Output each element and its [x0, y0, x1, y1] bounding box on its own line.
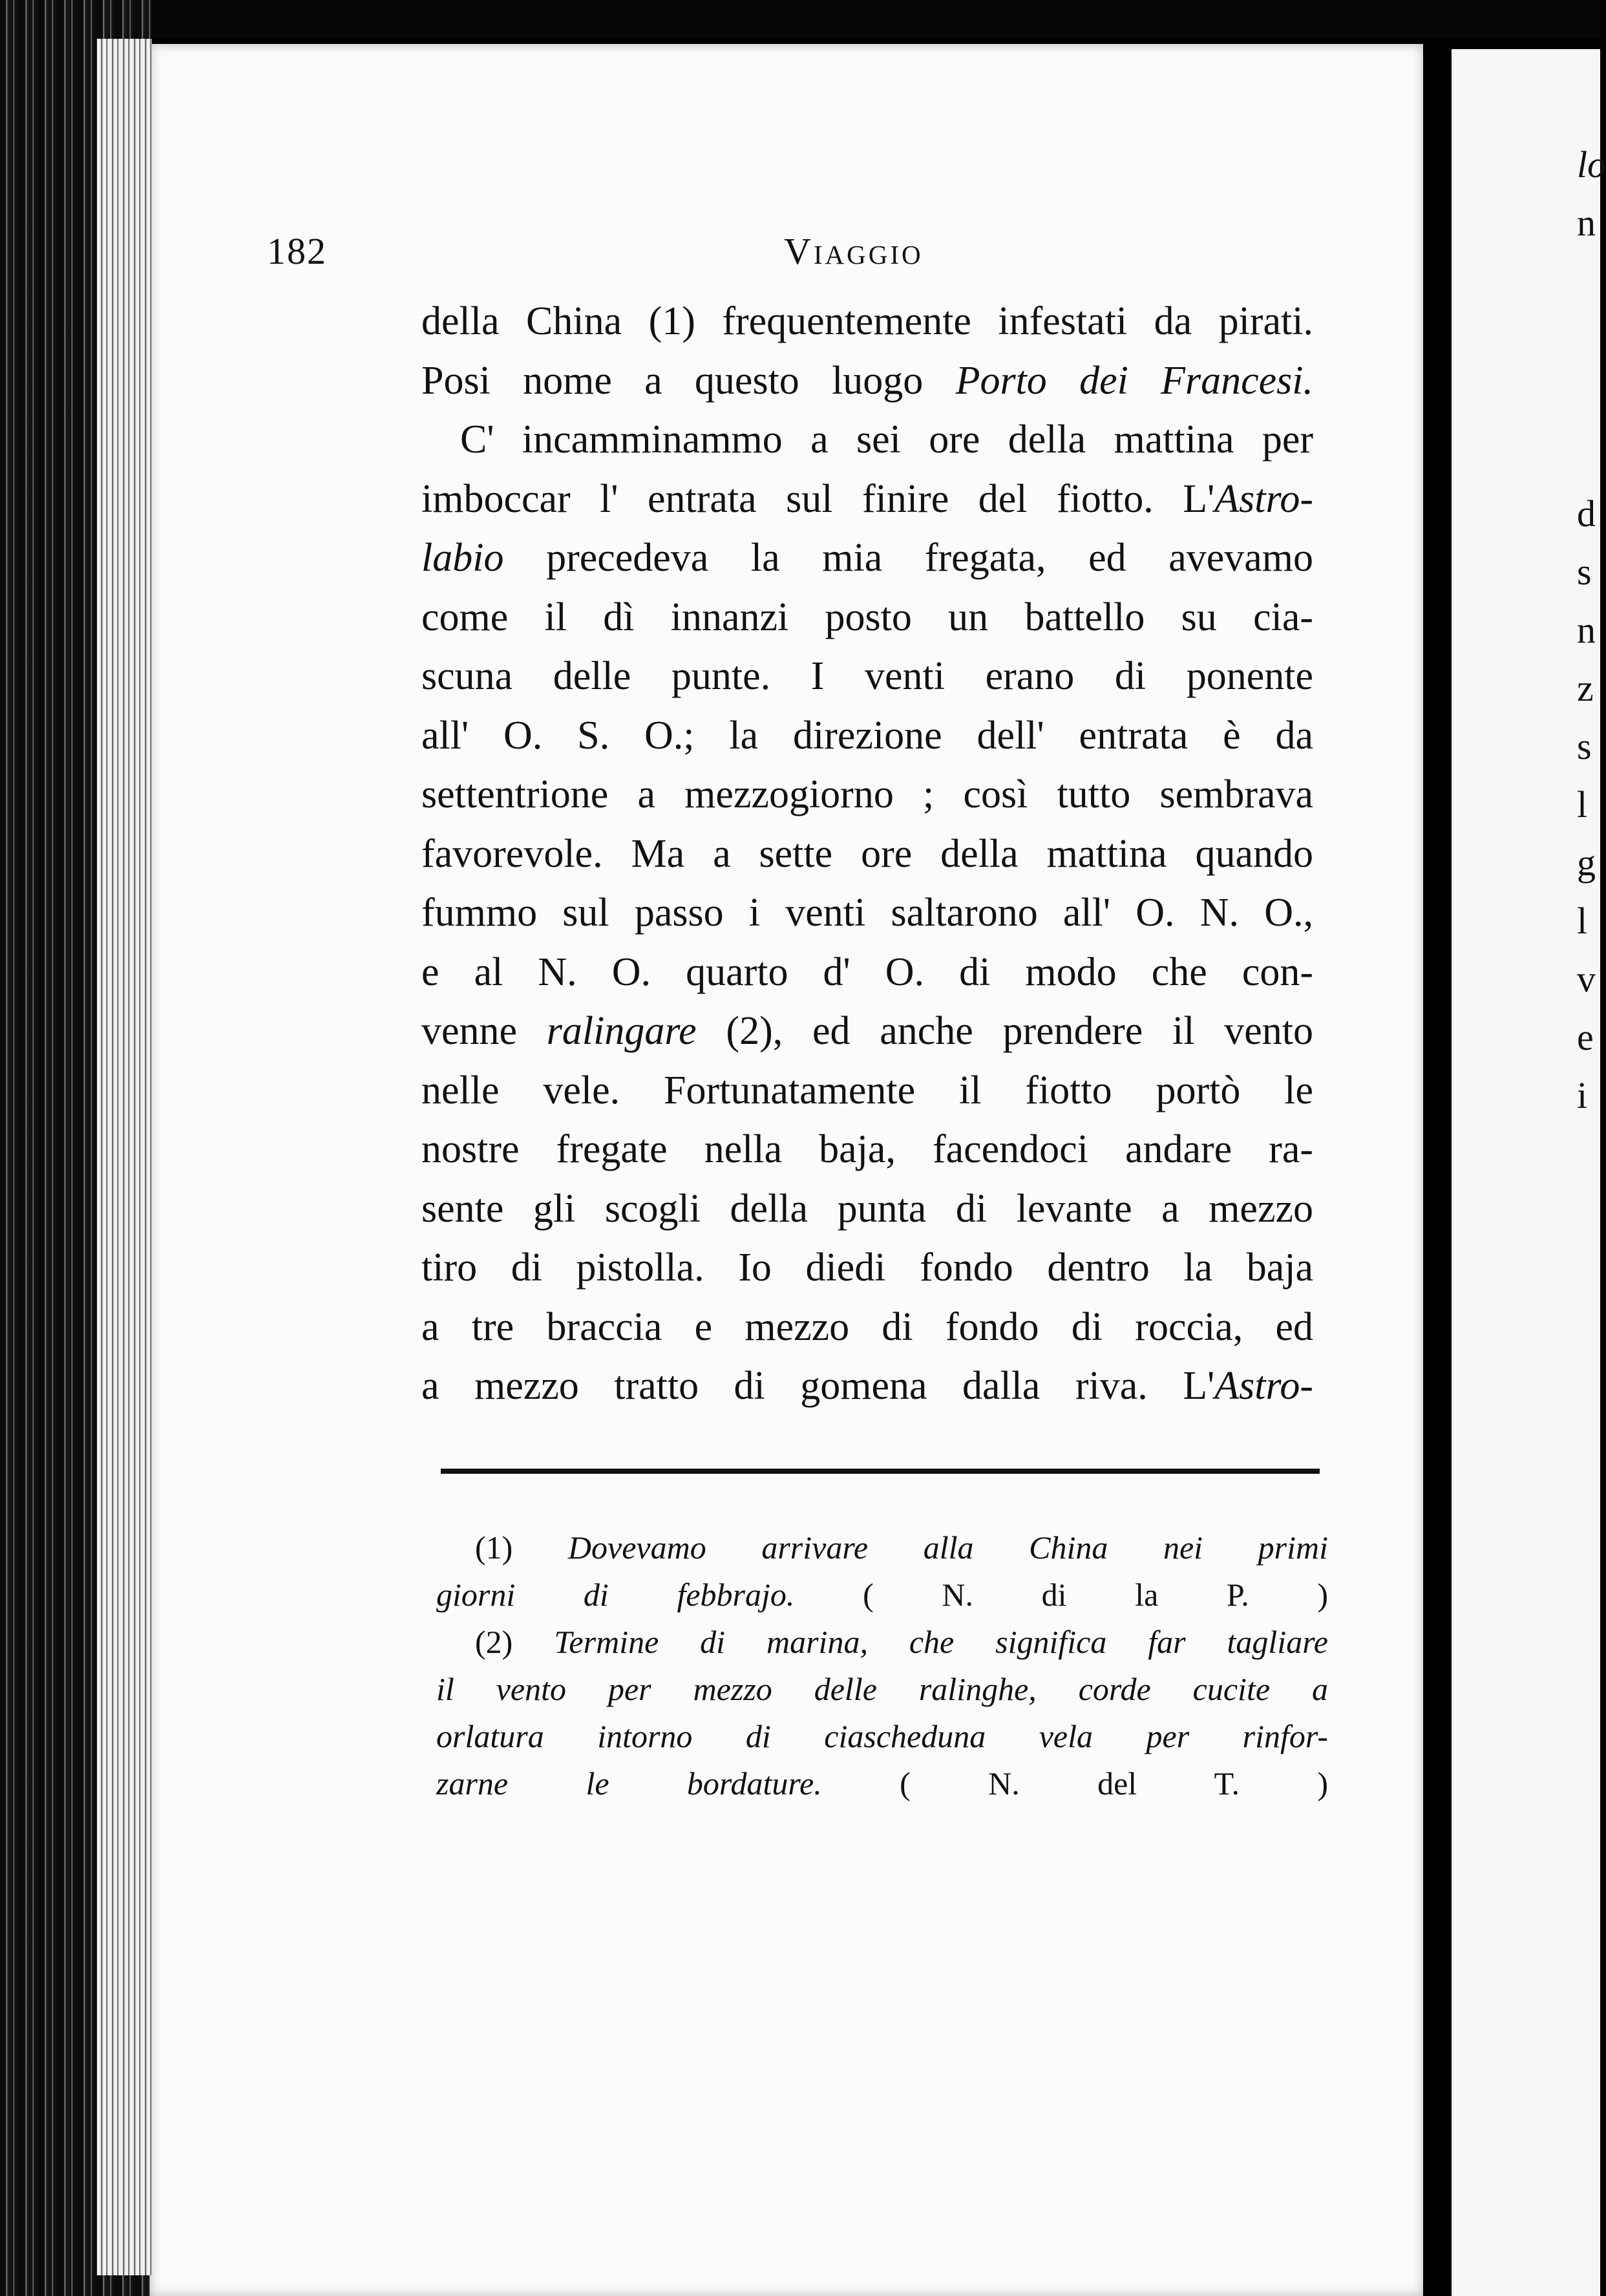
text-line: Posi nome a questo luogo Porto dei Francesi. — [421, 358, 1313, 403]
text-line: nelle vele. Fortunatamente il fiotto portò le — [421, 1068, 1313, 1112]
text-line: fummo sul passo i venti saltarono all' O. N. O., — [421, 891, 1313, 935]
adjacent-page-fragment: z — [1577, 667, 1594, 709]
text-line: venne ralingare (2), ed anche prendere il vento — [421, 1009, 1313, 1053]
adjacent-page-fragment: v — [1577, 958, 1596, 1000]
adjacent-page-fragment: s — [1577, 725, 1592, 767]
footnote-line: zarne le bordature. ( N. del T. ) — [436, 1765, 1329, 1802]
text-line: C' incamminammo a sei ore della mattina per — [460, 418, 1313, 462]
adjacent-page-fragment: n — [1577, 609, 1596, 651]
text-line: a tre braccia e mezzo di fondo di roccia, ed — [421, 1304, 1313, 1349]
adjacent-page-fragment: g — [1577, 842, 1596, 884]
text-line: settentrione a mezzogiorno ; così tutto sembrava — [421, 772, 1313, 816]
page-gutter — [1423, 39, 1452, 2296]
running-header — [267, 229, 1327, 281]
running-title: Viaggio — [784, 230, 924, 272]
adjacent-page — [1452, 49, 1606, 2296]
footnote-rule — [441, 1469, 1320, 1474]
text-line: e al N. O. quarto d' O. di modo che con- — [421, 950, 1313, 994]
page-edges — [97, 39, 152, 2275]
body-text — [421, 292, 1313, 1416]
footnote-line: (1) Dovevamo arrivare alla China nei primi — [475, 1529, 1329, 1566]
footnote-line: orlatura intorno di ciascheduna vela per rinfor- — [436, 1718, 1328, 1754]
adjacent-page-fragment: l — [1577, 900, 1588, 942]
adjacent-page-fragment: d — [1577, 493, 1596, 535]
text-line: della China (1) frequentemente infestati da pirati. — [421, 299, 1313, 343]
scan-border-top — [0, 0, 1600, 39]
text-line: come il dì innanzi posto un battello su cia- — [421, 595, 1313, 639]
adjacent-page-fragment: i — [1577, 1074, 1588, 1116]
text-line: all' O. S. O.; la direzione dell' entrata è da — [421, 713, 1313, 758]
footnote-line: giorni di febbrajo. ( N. di la P. ) — [436, 1577, 1329, 1613]
adjacent-page-fragment: s — [1577, 551, 1592, 593]
text-line: nostre fregate nella baja, facendoci andare ra- — [421, 1127, 1313, 1171]
text-line: scuna delle punte. I venti erano di ponente — [421, 654, 1313, 698]
text-line: a mezzo tratto di gomena dalla riva. L'Astro- — [421, 1364, 1313, 1408]
footnote-line: il vento per mezzo delle ralinghe, corde cucite a — [436, 1671, 1328, 1707]
footnotes — [436, 1524, 1328, 1807]
adjacent-page-fragment: e — [1577, 1016, 1594, 1058]
text-line: sente gli scogli della punta di levante a mezzo — [421, 1186, 1313, 1231]
footnote-line: (2) Termine di marina, che significa far tagliare — [475, 1624, 1328, 1660]
adjacent-page-fragment: n — [1577, 202, 1596, 244]
text-line: favorevole. Ma a sette ore della mattina quando — [421, 831, 1313, 876]
text-line: labio precedeva la mia fregata, ed avevamo — [421, 536, 1313, 580]
text-line: tiro di pistolla. Io diedi fondo dentro la baja — [421, 1246, 1313, 1290]
page-number: 182 — [267, 230, 327, 272]
adjacent-page-fragment: lo — [1577, 144, 1606, 186]
adjacent-page-fragment: l — [1577, 783, 1588, 825]
text-line: imboccar l' entrata sul finire del fiotto. L'Astro- — [421, 476, 1313, 521]
